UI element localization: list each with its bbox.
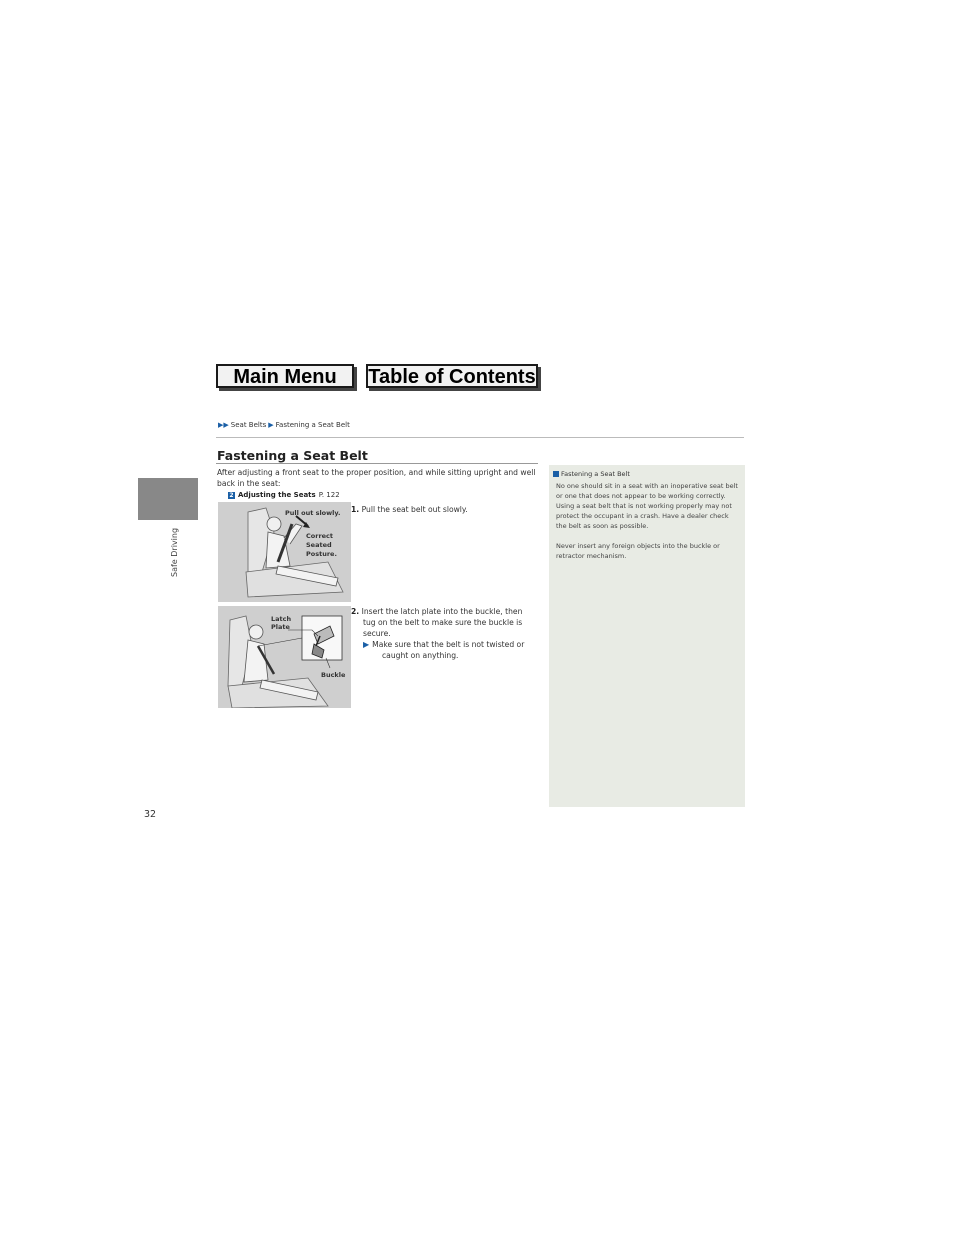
note-paragraph-2: Never insert any foreign objects into the buckle or retractor mechanism. xyxy=(556,542,720,560)
page-number: 32 xyxy=(144,809,157,820)
figure-pull-belt xyxy=(218,502,351,602)
cross-reference-link[interactable] xyxy=(228,491,340,499)
label-latch: Latch xyxy=(271,615,292,623)
step-number: 1. xyxy=(351,505,360,514)
step-number: 2. xyxy=(351,607,360,616)
label-buckle: Buckle xyxy=(321,671,346,679)
note-paragraph-1: No one should sit in a seat with an inoperative seat belt or one that does not appear to be working correctly. Using a seat belt that is not working properly may not protect the occupant in a crash. Have a dealer check the belt as soon as possible. xyxy=(556,482,738,530)
breadcrumb-arrow-icon: ▶ xyxy=(268,421,274,429)
figure-insert-latch xyxy=(218,606,351,708)
bullet-text-line2: caught on anything. xyxy=(382,651,459,660)
step-text-line1: Insert the latch plate into the buckle, then xyxy=(361,607,523,616)
label-correct: Correct xyxy=(306,532,334,540)
label-seated: Seated xyxy=(306,541,332,549)
step-1 xyxy=(351,504,543,515)
bullet-arrow-icon: ▶ xyxy=(363,640,370,649)
chapter-label: Safe Driving xyxy=(170,528,179,578)
label-pull-out-slowly: Pull out slowly. xyxy=(285,509,341,517)
xref-label: Adjusting the Seats xyxy=(238,491,316,499)
note-icon xyxy=(553,471,559,477)
reference-icon: 2 xyxy=(229,491,234,499)
breadcrumb-arrow-icon: ▶▶ xyxy=(218,421,229,429)
note-body xyxy=(556,481,740,571)
label-posture: Posture. xyxy=(306,550,337,558)
table-of-contents-button[interactable]: Table of Contents xyxy=(366,364,538,388)
bullet-text-line1: Make sure that the belt is not twisted or xyxy=(372,640,525,649)
step-2 xyxy=(351,606,543,661)
xref-page: P. 122 xyxy=(318,491,340,499)
chapter-tab xyxy=(138,478,198,520)
breadcrumb-seat-belts[interactable]: Seat Belts xyxy=(230,421,267,429)
step-bullet xyxy=(351,639,543,650)
step-text-line3: secure. xyxy=(363,629,391,638)
breadcrumb-fastening: Fastening a Seat Belt xyxy=(275,421,350,429)
step-text: Pull the seat belt out slowly. xyxy=(361,505,468,514)
intro-text: After adjusting a front seat to the proper position, and while sitting upright and well back in the seat: xyxy=(217,468,536,488)
step-text-line2: tug on the belt to make sure the buckle is xyxy=(363,618,523,627)
main-menu-button[interactable]: Main Menu xyxy=(216,364,354,388)
page-title: Fastening a Seat Belt xyxy=(217,448,368,463)
label-plate: Plate xyxy=(271,623,290,631)
title-divider xyxy=(216,463,538,464)
header-divider xyxy=(216,437,744,438)
breadcrumb xyxy=(218,421,350,429)
note-title-text: Fastening a Seat Belt xyxy=(561,470,630,478)
note-title xyxy=(553,470,630,478)
